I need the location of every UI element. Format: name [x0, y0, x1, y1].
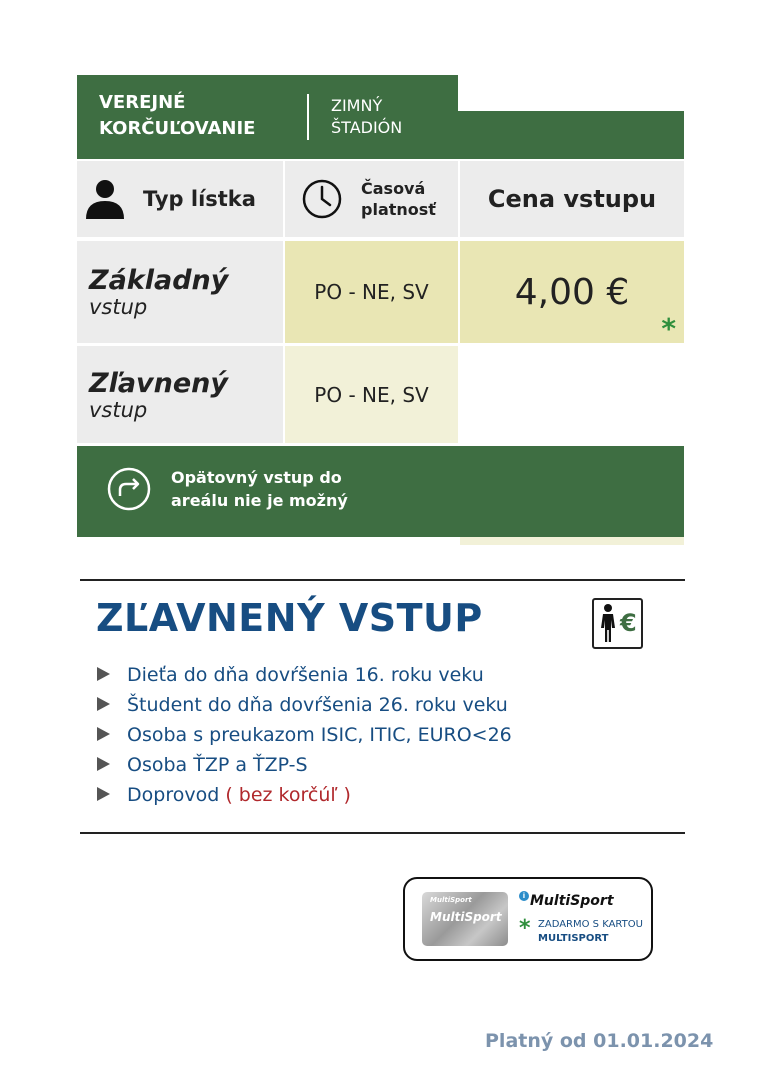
table-row-validity: PO - NE, SV [285, 241, 458, 343]
reentry-note-line1: Opätovný vstup do [171, 468, 342, 487]
col-ticket-label: Typ lístka [143, 187, 256, 211]
multisport-line1: ZADARMO S KARTOU [538, 919, 643, 930]
bullet-triangle-icon [97, 697, 110, 711]
multisport-card-mid: MultiSport [430, 910, 502, 924]
euro-symbol: € [620, 609, 637, 637]
header-subtitle [331, 95, 402, 139]
multisport-card-top: MultiSport [430, 896, 472, 904]
list-item [97, 720, 512, 750]
list-item-note: ( bez korčúľ ) [225, 784, 351, 806]
multisport-brand: MultiSport [530, 893, 614, 909]
list-item [97, 690, 512, 720]
table-row-price [460, 241, 684, 343]
ticket-sub: vstup [89, 397, 148, 422]
list-item-text: Dieťa do dňa dovŕšenia 16. roku veku [127, 664, 484, 686]
multisport-line2: MULTISPORT [538, 933, 609, 944]
header-title-line1: VEREJNÉ [99, 92, 186, 113]
ticket-name: Základný [89, 265, 229, 296]
header-subtitle-line1: ZIMNÝ [331, 96, 383, 115]
table-row-ticket [77, 346, 283, 443]
divider-top [80, 579, 685, 581]
bullet-triangle-icon [97, 727, 110, 741]
ticket-name: Zľavnený [89, 367, 229, 399]
header-separator [307, 94, 309, 140]
list-item-text: Osoba ŤZP a ŤZP-S [127, 754, 308, 776]
bullet-triangle-icon [97, 787, 110, 801]
table-row-validity: PO - NE, SV [285, 346, 458, 443]
list-item-text: Študent do dňa dovŕšenia 26. roku veku [127, 694, 508, 716]
header-bar [458, 111, 684, 159]
col-price-label: Cena vstupu [487, 185, 657, 213]
list-item [97, 750, 512, 780]
col-header-validity [285, 161, 458, 237]
redirect-arrow-icon [106, 466, 152, 512]
col-validity-line2: platnosť [361, 200, 436, 219]
header-title [99, 90, 255, 142]
list-item [97, 660, 512, 690]
discount-title: ZĽAVNENÝ VSTUP [96, 596, 483, 640]
divider-bottom [80, 832, 685, 834]
multisport-asterisk: * [519, 916, 531, 941]
header-subtitle-line2: ŠTADIÓN [331, 118, 403, 137]
reentry-note-text [171, 466, 348, 512]
asterisk-mark: * [661, 312, 676, 345]
list-item-text: Osoba s preukazom ISIC, ITIC, EURO<26 [127, 724, 512, 746]
list-item [97, 780, 512, 810]
col-validity-line1: Časová [361, 179, 426, 198]
discount-list [97, 660, 512, 810]
valid-from: Platný od 01.01.2024 [485, 1030, 714, 1052]
multisport-logo-icon: i [519, 891, 529, 901]
col-header-ticket [77, 161, 283, 237]
price-value: 4,00 € [514, 271, 630, 313]
col-header-price [460, 161, 684, 237]
header-title-line2: KORČUĽOVANIE [99, 118, 256, 139]
col-validity-label [361, 178, 436, 220]
bullet-triangle-icon [97, 667, 110, 681]
list-item-text: Doprovod [127, 784, 220, 806]
discount-badge [592, 598, 643, 649]
reentry-note-line2: areálu nie je možný [171, 491, 348, 510]
table-row-ticket [77, 241, 283, 343]
clock-icon [301, 178, 343, 220]
ticket-sub: vstup [89, 295, 148, 319]
bullet-triangle-icon [97, 757, 110, 771]
person-icon [83, 177, 127, 221]
reentry-note-bar [77, 446, 684, 537]
